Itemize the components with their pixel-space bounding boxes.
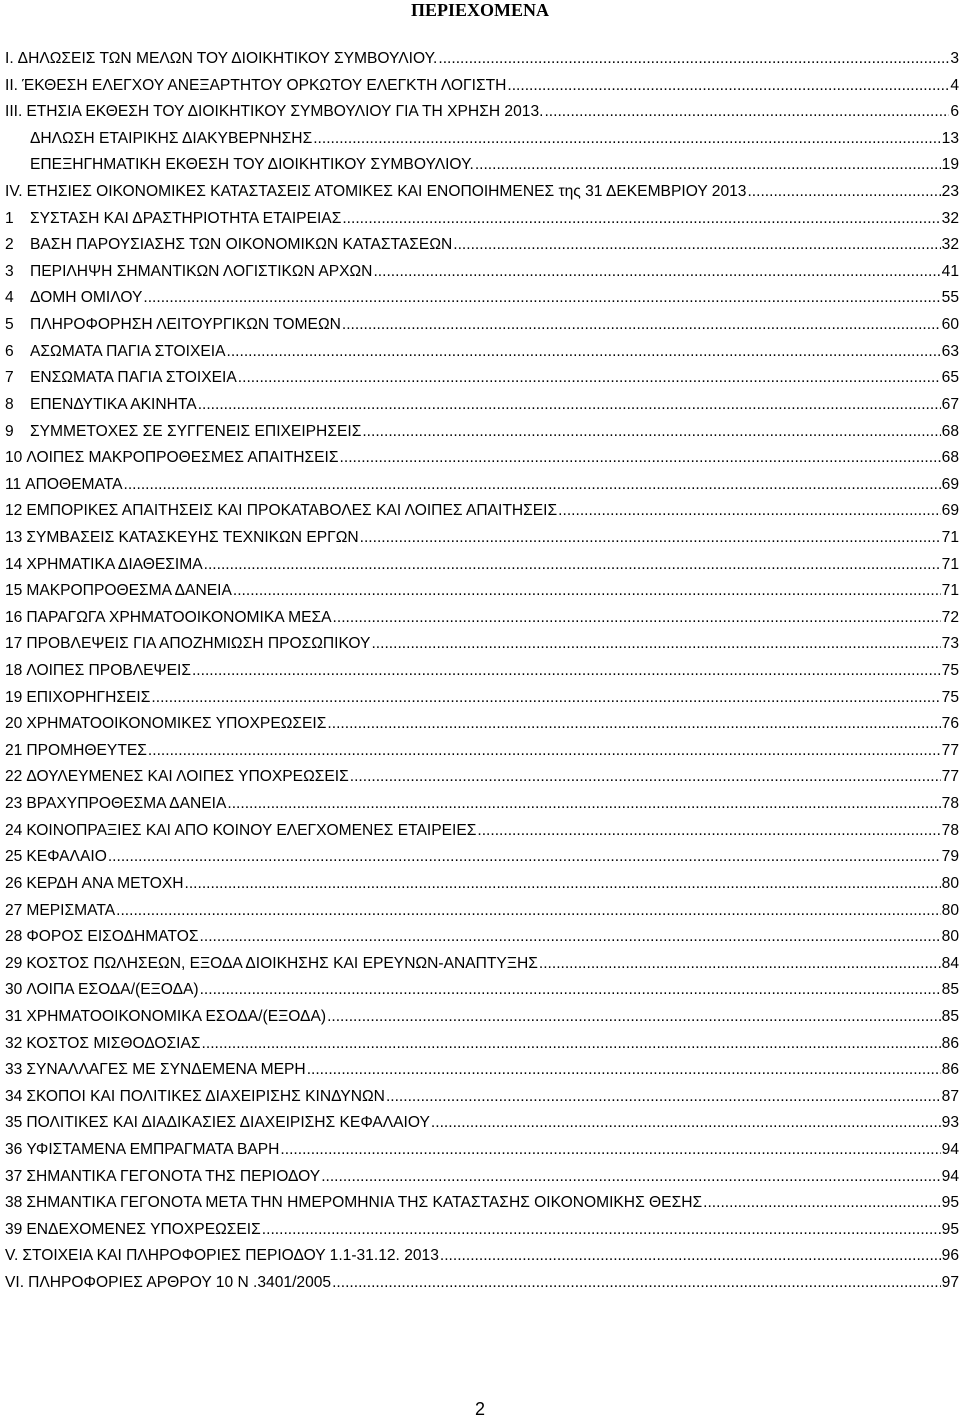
toc-entry-page: 13 [941,129,959,147]
toc-entry[interactable] [5,103,959,130]
toc-entry-number: 12 [5,502,23,520]
toc-entry-label [5,502,557,520]
toc-entry-label [5,928,199,946]
toc-entry-page: 32 [941,209,959,227]
toc-entry[interactable] [5,822,959,849]
dot-leader [333,609,941,627]
toc-entry[interactable] [5,210,959,237]
toc-entry-label [5,822,476,840]
toc-entry-label [5,449,339,467]
page-number: 2 [474,1399,485,1419]
toc-entry[interactable] [5,156,959,183]
dot-leader [558,502,940,520]
toc-entry-text: ΠΛΗΡΟΦΟΡΗΣΗ ΛΕΙΤΟΥΡΓΙΚΩΝ ΤΟΜΕΩΝ [30,316,341,334]
toc-entry-label [5,1035,201,1053]
toc-entry-text: ΕΠΕΝΔΥΤΙΚΑ ΑΚΙΝΗΤΑ [30,395,197,413]
toc-entry-page: 69 [941,475,959,493]
toc-entry-page: 23 [941,183,959,201]
toc-entry-number: 7 [5,369,14,387]
toc-entry-page: 73 [941,635,959,653]
dot-leader [151,689,940,707]
toc-entry-number: 8 [5,395,14,413]
toc-entry-label [5,476,123,494]
toc-entry-page: 85 [941,981,959,999]
toc-entry-label [5,715,326,733]
toc-entry-text: ΜΕΡΙΣΜΑΤΑ [26,901,116,919]
toc-entry-number: IV. [5,183,23,201]
toc-entry-page: 71 [941,555,959,573]
toc-entry[interactable] [5,955,959,982]
toc-entry-page: 69 [941,502,959,520]
toc-entry[interactable] [5,582,959,609]
dot-leader [440,1247,941,1265]
dot-leader [350,768,941,786]
dot-leader [321,1168,940,1186]
toc-entry-number: 9 [5,422,14,440]
toc-entry-text: ΛΟΙΠΕΣ ΜΑΚΡΟΠΡΟΘΕΣΜΕΣ ΑΠΑΙΤΗΣΕΙΣ [26,449,339,467]
toc-entry-number: 38 [5,1194,23,1212]
toc-entry-number: 28 [5,928,23,946]
dot-leader [313,130,940,148]
toc-entry-label [5,289,142,307]
dot-leader [200,928,941,946]
toc-entry-text: ΕΜΠΟΡΙΚΕΣ ΑΠΑΙΤΗΣΕΙΣ ΚΑΙ ΠΡΟΚΑΤΑΒΟΛΕΣ ΚΑΙ ΛΟΙΠΕΣ ΑΠΑΙΤΗΣΕΙΣ [26,502,558,520]
toc-entry[interactable] [5,848,959,875]
toc-entry-page: 80 [941,901,959,919]
dot-leader [703,1194,941,1212]
dot-leader [202,1035,941,1053]
toc-entry-text: ΧΡΗΜΑΤΙΚΑ ΔΙΑΘΕΣΙΜΑ [26,555,203,573]
toc-entry-page: 96 [941,1247,959,1265]
toc-entry-label [5,1168,320,1186]
toc-entry-page: 75 [941,688,959,706]
toc-entry-label [5,768,349,786]
toc-entry-text: ΣΚΟΠΟΙ ΚΑΙ ΠΟΛΙΤΙΚΕΣ ΔΙΑΧΕΙΡΙΣΗΣ ΚΙΝΔΥΝΩΝ [26,1087,385,1105]
toc-entry-number: 27 [5,901,23,919]
toc-entry-text: ΕΤΗΣΙΕΣ ΟΙΚΟΝΟΜΙΚΕΣ ΚΑΤΑΣΤΑΣΕΙΣ ΑΤΟΜΙΚΕΣ ΚΑΙ ΕΝΟΠΟΙΗΜΕΝΕΣ της 31 ΔΕΚΕΜΒΡΙΟΥ 2013 [26,183,747,201]
toc-entry[interactable] [5,1274,959,1301]
toc-entry-number: 33 [5,1061,23,1079]
toc-entry[interactable] [5,476,959,503]
dot-leader [280,1141,940,1159]
toc-entry[interactable] [5,289,959,316]
toc-entry-page: 94 [941,1167,959,1185]
toc-entry-number: 6 [5,342,14,360]
toc-entry-text: ΠΛΗΡΟΦΟΡΙΕΣ ΑΡΘΡΟΥ 10 Ν .3401/2005 [28,1274,332,1292]
toc-entry-text: ΜΑΚΡΟΠΡΟΘΕΣΜΑ ΔΑΝΕΙΑ [26,582,232,600]
toc-entry[interactable] [5,1168,959,1195]
toc-entry[interactable] [5,316,959,343]
dot-leader [544,103,949,121]
dot-leader [747,183,940,201]
toc-entry-number: VI. [5,1274,25,1292]
toc-entry-label [5,369,237,387]
toc-entry[interactable] [5,130,959,157]
toc-entry[interactable] [5,1061,959,1088]
dot-leader [373,263,940,281]
toc-entry[interactable] [5,715,959,742]
toc-entry-text: ΚΟΣΤΟΣ ΠΩΛΗΣΕΩΝ, ΕΞΟΔΑ ΔΙΟΙΚΗΣΗΣ ΚΑΙ ΕΡΕΥΝΩΝ-ΑΝΑΠΤΥΞΗΣ [26,954,538,972]
toc-entry-page: 72 [941,608,959,626]
toc-entry-number: 26 [5,874,23,892]
toc-entry-number: 10 [5,449,23,467]
dot-leader [477,822,940,840]
toc-entry-number: 39 [5,1220,23,1238]
toc-entry-text: ΛΟΙΠΑ ΕΣΟΔΑ/(ΕΞΟΔΑ) [26,981,199,999]
toc-entry[interactable] [5,1194,959,1221]
toc-entry-label [5,848,107,866]
dot-leader [233,582,941,600]
toc-entry-label [5,50,437,68]
toc-entry-text: ΔΟΜΗ ΟΜΙΛΟΥ [30,289,143,307]
table-of-contents [5,50,959,1301]
toc-entry-text: ΣΥΝΑΛΛΑΓΕΣ ΜΕ ΣΥΝΔΕΜΕΝΑ ΜΕΡΗ [26,1061,306,1079]
toc-entry[interactable] [5,1008,959,1035]
toc-entry-page: 75 [941,662,959,680]
toc-entry[interactable] [5,183,959,210]
dot-leader [192,662,941,680]
toc-entry-page: 97 [941,1274,959,1292]
dot-leader [386,1088,941,1106]
toc-entry[interactable] [5,902,959,929]
toc-entry-text: ΔΗΛΩΣΕΙΣ ΤΩΝ ΜΕΛΩΝ ΤΟΥ ΔΙΟΙΚΗΤΙΚΟΥ ΣΥΜΒΟΥΛΙΟΥ. [17,50,438,67]
toc-entry-page: 86 [941,1034,959,1052]
toc-entry-text: ΕΠΕΞΗΓΗΜΑΤΙΚΗ ΕΚΘΕΣΗ ΤΟΥ ΔΙΟΙΚΗΤΙΚΟΥ ΣΥΜΒΟΥΛΙΟΥ. [30,156,474,174]
toc-entry-number: 22 [5,768,23,786]
toc-entry[interactable] [5,875,959,902]
toc-entry-label [5,343,226,361]
toc-entry-label [5,1008,326,1026]
toc-entry-label [5,1114,430,1132]
dot-leader [327,715,940,733]
toc-entry-label [5,423,361,441]
toc-entry-number: I. [5,50,14,67]
toc-entry-page: 80 [941,928,959,946]
toc-entry-text: ΔΗΛΩΣΗ ΕΤΑΙΡΙΚΗΣ ΔΙΑΚΥΒΕΡΝΗΣΗΣ [30,129,313,147]
toc-entry-page: 86 [941,1061,959,1079]
toc-entry-number: 31 [5,1007,23,1025]
toc-entry[interactable] [5,502,959,529]
toc-entry-text: ΠΑΡΑΓΩΓΑ ΧΡΗΜΑΤΟΟΙΚΟΝΟΜΙΚΑ ΜΕΣΑ [26,608,332,626]
toc-entry-text: ΛΟΙΠΕΣ ΠΡΟΒΛΕΨΕΙΣ [26,662,191,680]
toc-entry-number: 5 [5,316,14,334]
toc-entry[interactable] [5,768,959,795]
toc-entry-text: ΣΥΜΒΑΣΕΙΣ ΚΑΤΑΣΚΕΥΗΣ ΤΕΧΝΙΚΩΝ ΕΡΓΩΝ [26,528,359,546]
toc-entry-text: ΠΡΟΜΗΘΕΥΤΕΣ [26,741,147,759]
toc-entry-text: ΕΝΣΩΜΑΤΑ ΠΑΓΙΑ ΣΤΟΙΧΕΙΑ [30,369,237,387]
toc-entry-label [5,1221,261,1239]
toc-entry-number: 34 [5,1087,23,1105]
toc-entry-text: ΕΠΙΧΟΡΗΓΗΣΕΙΣ [26,688,151,706]
toc-entry-label [5,130,312,148]
toc-entry-page: 60 [941,316,959,334]
toc-entry-number: 16 [5,608,23,626]
toc-entry-page: 80 [941,874,959,892]
dot-leader [371,635,940,653]
toc-entry-text: ΣΤΟΙΧΕΙΑ ΚΑΙ ΠΛΗΡΟΦΟΡΙΕΣ ΠΕΡΙΟΔΟΥ 1.1-31.12. 2013 [22,1247,439,1265]
toc-entry[interactable] [5,1141,959,1168]
toc-entry-label [5,156,474,174]
toc-entry-page: 95 [941,1194,959,1212]
toc-entry-page: 63 [941,342,959,360]
toc-entry-page: 85 [941,1007,959,1025]
toc-entry-text: ΣΥΜΜΕΤΟΧΕΣ ΣΕ ΣΥΓΓΕΝΕΙΣ ΕΠΙΧΕΙΡΗΣΕΙΣ [30,422,362,440]
dot-leader [108,848,941,866]
toc-entry[interactable] [5,50,959,77]
dot-leader [453,236,940,254]
toc-entry-label [5,795,226,813]
toc-entry-label [5,635,370,653]
toc-entry[interactable] [5,449,959,476]
toc-entry[interactable] [5,343,959,370]
toc-entry-label [5,662,191,680]
toc-entry-page: 71 [941,528,959,546]
toc-entry[interactable] [5,609,959,636]
toc-entry-label [5,396,197,414]
toc-entry-text: ΒΑΣΗ ΠΑΡΟΥΣΙΑΣΗΣ ΤΩΝ ΟΙΚΟΝΟΜΙΚΩΝ ΚΑΤΑΣΤΑΣΕΩΝ [30,236,453,254]
toc-entry-number: 4 [5,289,14,307]
toc-entry-number: 2 [5,236,14,254]
toc-entry-number: 23 [5,795,23,813]
toc-entry-text: ΈΚΘΕΣΗ ΕΛΕΓΧΟΥ ΑΝΕΞΑΡΤΗΤΟΥ ΟΡΚΩΤΟΥ ΕΛΕΓΚΤΗ ΛΟΓΙΣΤΗ [22,76,507,94]
toc-entry-page: 76 [941,715,959,733]
toc-entry-text: ΧΡΗΜΑΤΟΟΙΚΟΝΟΜΙΚΕΣ ΥΠΟΧΡΕΩΣΕΙΣ [26,715,327,733]
toc-entry-label [5,263,372,281]
toc-entry-page: 78 [941,821,959,839]
toc-entry-text: ΣΥΣΤΑΣΗ ΚΑΙ ΔΡΑΣΤΗΡΙΟΤΗΤΑ ΕΤΑΙΡΕΙΑΣ [30,209,342,227]
toc-entry-label [5,1247,439,1265]
dot-leader [124,476,941,494]
toc-entry-page: 19 [941,156,959,174]
toc-entry-label [5,689,150,707]
dot-leader [227,343,941,361]
dot-leader [116,902,941,920]
toc-entry-text: ΑΠΟΘΕΜΑΤΑ [25,475,123,493]
toc-entry-text: ΕΤΗΣΙΑ ΕΚΘΕΣΗ ΤΟΥ ΔΙΟΙΚΗΤΙΚΟΥ ΣΥΜΒΟΥΛΙΟΥ ΓΙΑ ΤΗ ΧΡΗΣΗ 2013. [26,103,544,121]
dot-leader [340,449,941,467]
toc-entry-number: 36 [5,1140,23,1158]
toc-entry[interactable] [5,981,959,1008]
dot-leader [539,955,941,973]
dot-leader [342,316,941,334]
toc-entry-text: ΚΟΣΤΟΣ ΜΙΣΘΟΔΟΣΙΑΣ [26,1034,201,1052]
toc-entry-text: ΠΡΟΒΛΕΨΕΙΣ ΓΙΑ ΑΠΟΖΗΜΙΩΣΗ ΠΡΟΣΩΠΙΚΟΥ [26,635,371,653]
toc-entry-number: 24 [5,821,23,839]
toc-entry-text: ΔΟΥΛΕΥΜΕΝΕΣ ΚΑΙ ΛΟΙΠΕΣ ΥΠΟΧΡΕΩΣΕΙΣ [26,768,349,786]
dot-leader [200,981,941,999]
toc-entry-number: 19 [5,688,23,706]
toc-entry-label [5,1274,331,1292]
toc-entry[interactable] [5,1114,959,1141]
toc-entry-label [5,582,232,600]
dot-leader [360,529,941,547]
toc-entry-page: 71 [941,582,959,600]
toc-entry[interactable] [5,556,959,583]
toc-entry-label [5,875,184,893]
toc-entry[interactable] [5,369,959,396]
dot-leader [227,795,940,813]
toc-entry-page: 6 [950,103,959,121]
toc-entry-page: 68 [941,449,959,467]
toc-entry[interactable] [5,795,959,822]
toc-entry-number: 32 [5,1034,23,1052]
toc-entry-page: 77 [941,741,959,759]
toc-entry-number: 20 [5,715,23,733]
dot-leader [185,875,941,893]
toc-entry-page: 65 [941,369,959,387]
dot-leader [148,742,941,760]
toc-entry-label [5,77,506,95]
toc-entry-label [5,1141,279,1159]
toc-entry-text: ΧΡΗΜΑΤΟΟΙΚΟΝΟΜΙΚΑ ΕΣΟΔΑ/(ΕΞΟΔΑ) [26,1007,327,1025]
toc-entry-number: 29 [5,954,23,972]
toc-entry-label [5,183,746,201]
dot-leader [438,50,949,68]
toc-entry-text: ΣΗΜΑΝΤΙΚΑ ΓΕΓΟΝΟΤΑ ΜΕΤΑ ΤΗΝ ΗΜΕΡΟΜΗΝΙΑ ΤΗΣ ΚΑΤΑΣΤΑΣΗΣ ΟΙΚΟΝΟΜΙΚΗΣ ΘΕΣΗΣ [26,1194,703,1212]
toc-entry-text: ΠΟΛΙΤΙΚΕΣ ΚΑΙ ΔΙΑΔΙΚΑΣΙΕΣ ΔΙΑΧΕΙΡΙΣΗΣ ΚΕΦΑΛΑΙΟΥ [26,1114,430,1132]
dot-leader [475,156,941,174]
dot-leader [362,423,940,441]
toc-entry[interactable] [5,423,959,450]
toc-entry-page: 79 [941,848,959,866]
dot-leader [262,1221,941,1239]
toc-entry-label [5,529,359,547]
toc-entry-label [5,236,452,254]
toc-entry-label [5,1061,306,1079]
dot-leader [342,210,940,228]
toc-entry-text: ΚΕΦΑΛΑΙΟ [26,848,107,866]
toc-entry-page: 41 [941,262,959,280]
toc-entry[interactable] [5,1088,959,1115]
toc-entry[interactable] [5,635,959,662]
toc-entry[interactable] [5,662,959,689]
toc-entry-label [5,1088,385,1106]
toc-entry[interactable] [5,236,959,263]
toc-entry-number: 3 [5,262,14,280]
toc-entry-page: 32 [941,236,959,254]
toc-entry-number: 13 [5,528,23,546]
toc-entry[interactable] [5,263,959,290]
toc-entry[interactable] [5,1035,959,1062]
toc-entry[interactable] [5,689,959,716]
toc-entry-number: 30 [5,981,23,999]
toc-entry-text: ΠΕΡΙΛΗΨΗ ΣΗΜΑΝΤΙΚΩΝ ΛΟΓΙΣΤΙΚΩΝ ΑΡΧΩΝ [30,262,373,280]
toc-entry-number: 17 [5,635,23,653]
dot-leader [332,1274,941,1292]
toc-entry-label [5,556,203,574]
toc-entry-label [5,1194,702,1212]
toc-entry-page: 3 [950,50,959,67]
toc-entry-number: V. [5,1247,19,1265]
toc-entry-label [5,316,341,334]
toc-entry-label [5,609,332,627]
dot-leader [327,1008,941,1026]
toc-entry-number: 18 [5,662,23,680]
toc-entry-page: 78 [941,795,959,813]
toc-entry-page: 77 [941,768,959,786]
dot-leader [238,369,941,387]
dot-leader [198,396,941,414]
toc-entry[interactable] [5,529,959,556]
toc-entry-label [5,955,538,973]
toc-entry-page: 4 [950,76,959,94]
toc-entry-text: ΥΦΙΣΤΑΜΕΝΑ ΕΜΠΡΑΓΜΑΤΑ ΒΑΡΗ [26,1140,280,1158]
toc-entry-text: ΚΕΡΔΗ ΑΝΑ ΜΕΤΟΧΗ [26,874,184,892]
toc-entry-number: 1 [5,209,14,227]
toc-entry[interactable] [5,77,959,104]
toc-entry-number: 21 [5,741,23,759]
toc-entry-number: 11 [5,475,22,493]
toc-entry[interactable] [5,928,959,955]
toc-entry-text: ΚΟΙΝΟΠΡΑΞΙΕΣ ΚΑΙ ΑΠΟ ΚΟΙΝΟΥ ΕΛΕΓΧΟΜΕΝΕΣ ΕΤΑΙΡΕΙΕΣ [26,821,477,839]
dot-leader [143,289,940,307]
dot-leader [507,77,949,95]
dot-leader [307,1061,941,1079]
toc-entry-label [5,902,115,920]
dot-leader [204,556,941,574]
toc-entry[interactable] [5,1221,959,1248]
toc-entry-text: ΑΣΩΜΑΤΑ ΠΑΓΙΑ ΣΤΟΙΧΕΙΑ [30,342,226,360]
toc-entry-page: 94 [941,1140,959,1158]
toc-entry-number: II. [5,76,18,94]
toc-entry-text: ΦΟΡΟΣ ΕΙΣΟΔΗΜΑΤΟΣ [26,928,199,946]
page-title: ΠΕΡΙΕΧΟΜΕΝΑ [410,0,549,20]
dot-leader [431,1114,941,1132]
toc-entry-text: ΕΝΔΕΧΟΜΕΝΕΣ ΥΠΟΧΡΕΩΣΕΙΣ [26,1220,261,1238]
toc-entry-label [5,103,543,121]
toc-entry-text: ΣΗΜΑΝΤΙΚΑ ΓΕΓΟΝΟΤΑ ΤΗΣ ΠΕΡΙΟΔΟΥ [26,1167,321,1185]
toc-entry-number: 35 [5,1114,23,1132]
toc-entry-number: 15 [5,582,23,600]
toc-entry-page: 95 [941,1220,959,1238]
toc-entry[interactable] [5,1247,959,1274]
toc-entry-label [5,742,147,760]
toc-entry-page: 67 [941,395,959,413]
toc-entry-number: 25 [5,848,23,866]
toc-entry-page: 87 [941,1087,959,1105]
toc-entry-number: 14 [5,555,23,573]
toc-entry-page: 84 [941,954,959,972]
toc-entry-page: 68 [941,422,959,440]
toc-entry-text: ΒΡΑΧΥΠΡΟΘΕΣΜΑ ΔΑΝΕΙΑ [26,795,227,813]
toc-entry-number: 37 [5,1167,23,1185]
toc-entry[interactable] [5,742,959,769]
toc-entry-label [5,210,341,228]
toc-entry-label [5,981,199,999]
toc-entry-page: 55 [941,289,959,307]
toc-entry[interactable] [5,396,959,423]
toc-entry-page: 93 [941,1114,959,1132]
toc-entry-number: III. [5,103,23,121]
